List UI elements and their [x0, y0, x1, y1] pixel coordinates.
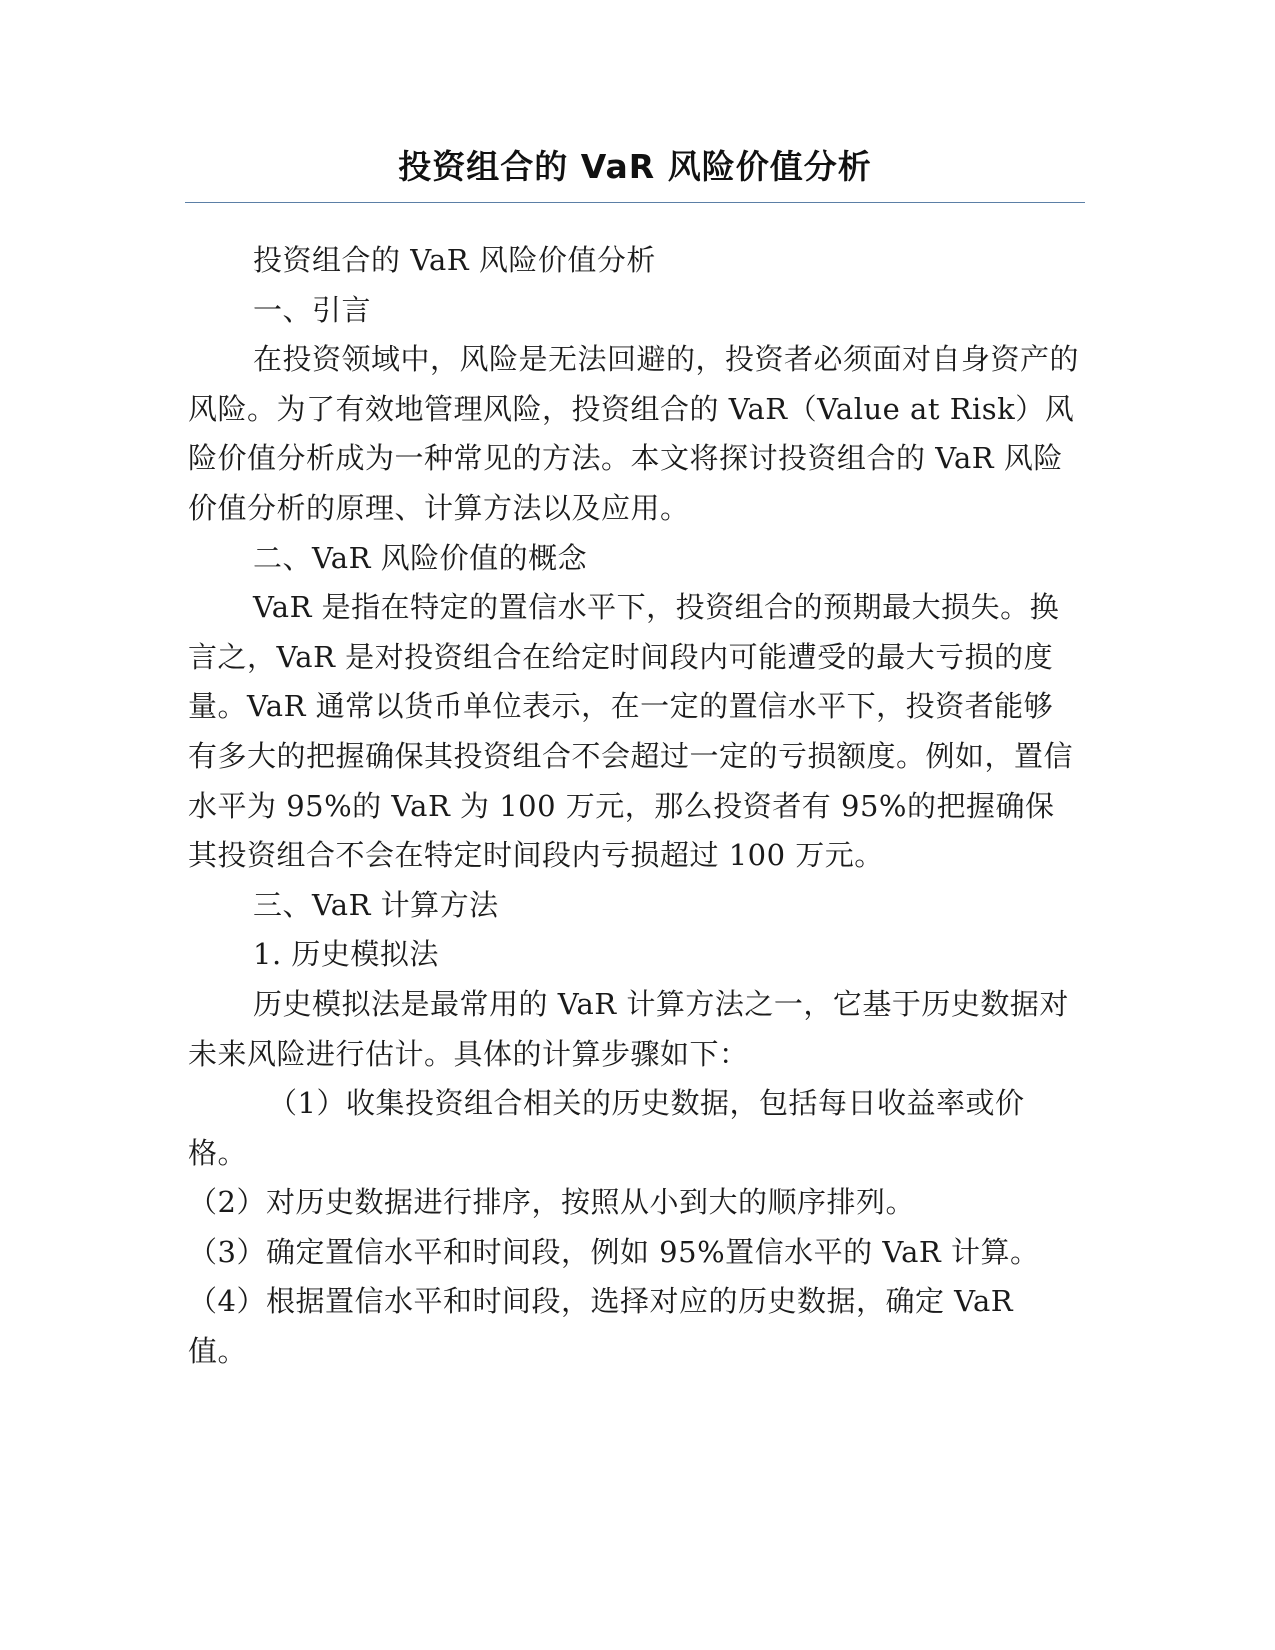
- list-item-step-3: （3）确定置信水平和时间段，例如 95%置信水平的 VaR 计算。: [188, 1234, 1040, 1269]
- document-title: 投资组合的 VaR 风险价值分析: [398, 147, 872, 186]
- paragraph-var-concept: VaR 是指在特定的置信水平下，投资组合的预期最大损失。换言之，VaR 是对投资组合在给定时间段内可能遭受的最大亏损的度量。VaR 通常以货币单位表示，在一定的置信水平下，投资者能够有多大的把握确保其投资组合不会超过一定的亏损额度。例如，置信水平为 95%的 VaR 为 100 万元，那么投资者有 95%的把握确保其投资组合不会在特定时间段内亏损超过 100 万元。: [188, 590, 1074, 873]
- paragraph-historical-simulation: 历史模拟法是最常用的 VaR 计算方法之一，它基于历史数据对未来风险进行估计。具体的计算步骤如下：: [188, 986, 1069, 1071]
- paragraph-heading-repeat: 投资组合的 VaR 风险价值分析: [253, 243, 656, 277]
- list-item-step-1: （1）收集投资组合相关的历史数据，包括每日收益率或价格。: [188, 1086, 1025, 1170]
- title-divider: [185, 202, 1085, 203]
- subsection-heading-historical-simulation: 1. 历史模拟法: [253, 937, 439, 972]
- paragraph-introduction: 在投资领域中，风险是无法回避的，投资者必须面对自身资产的风险。为了有效地管理风险，投资组合的 VaR（Value at Risk）风险价值分析成为一种常见的方法。本文将探讨投资组合的 VaR 风险价值分析的原理、计算方法以及应用。: [188, 342, 1080, 525]
- list-item-step-4: （4）根据置信水平和时间段，选择对应的历史数据，确定 VaR 值。: [188, 1284, 1014, 1369]
- list-item-step-2: （2）对历史数据进行排序，按照从小到大的顺序排列。: [188, 1185, 915, 1220]
- section-heading-var-methods: 三、VaR 计算方法: [253, 887, 499, 922]
- section-heading-introduction: 一、引言: [253, 292, 372, 327]
- document-body: [188, 236, 1080, 1377]
- section-heading-var-concept: 二、VaR 风险价值的概念: [253, 540, 588, 575]
